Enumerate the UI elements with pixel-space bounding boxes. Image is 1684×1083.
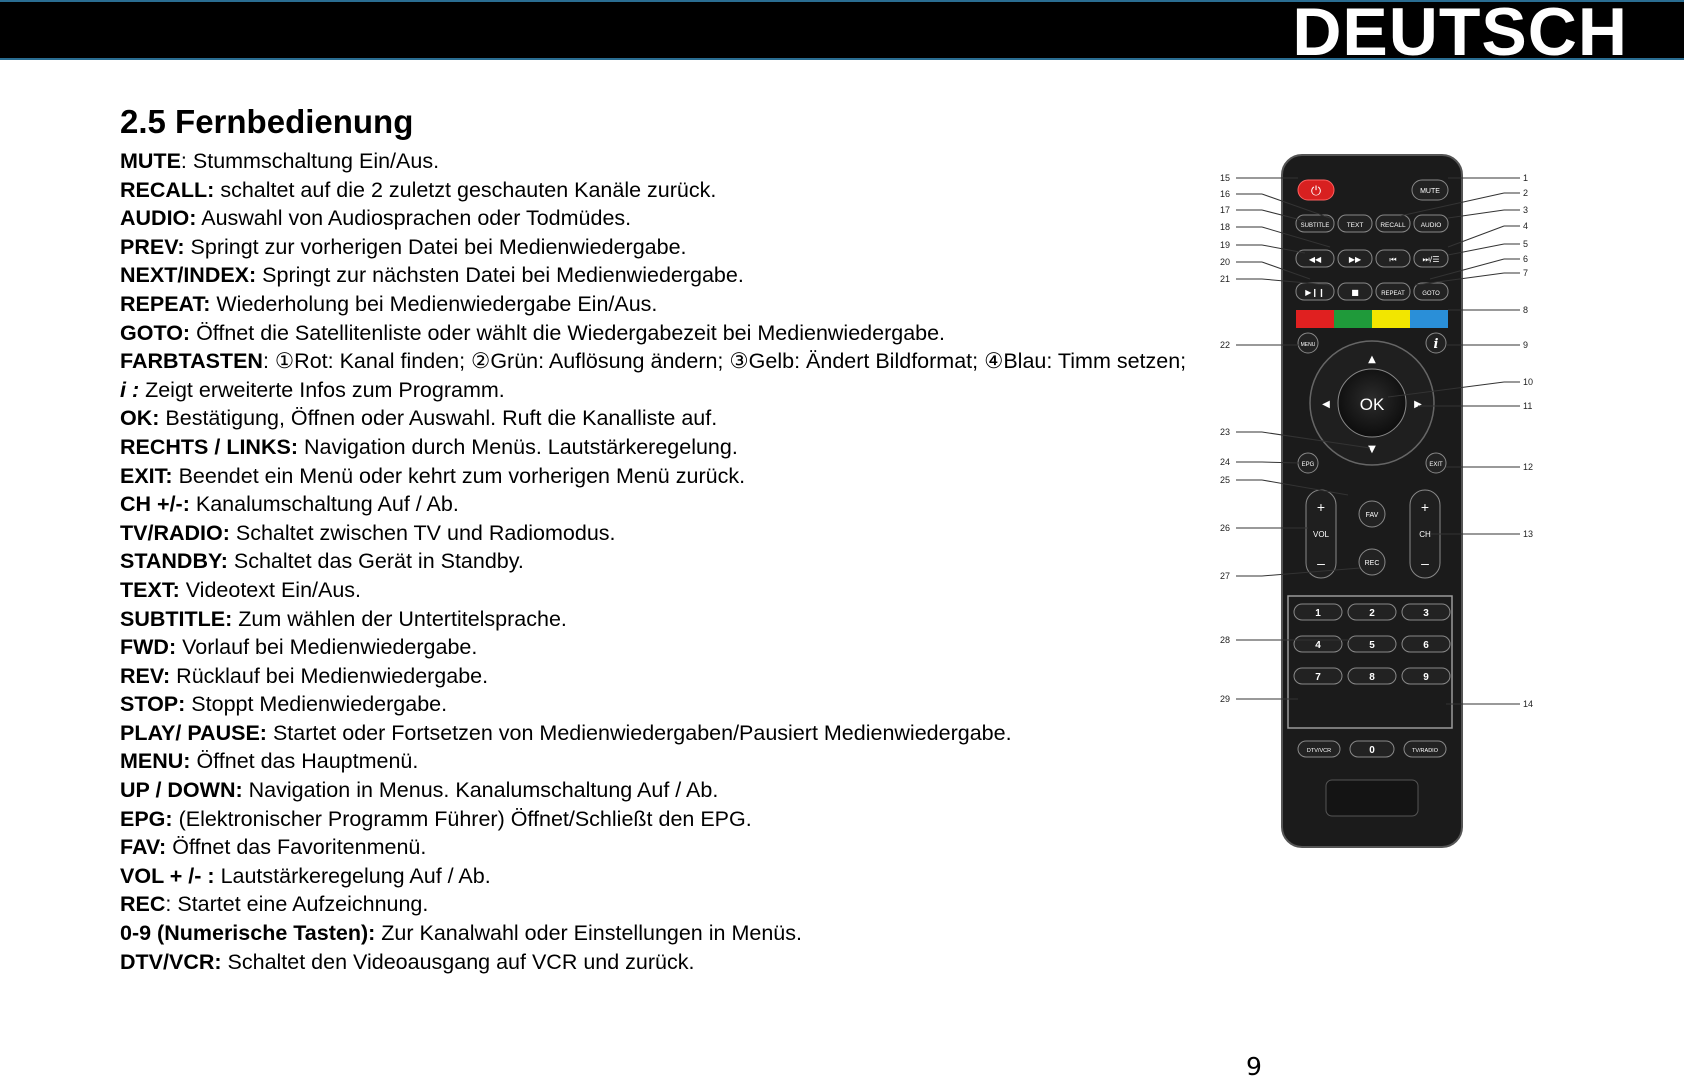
next-index-icon: ⏭/☰: [1422, 255, 1440, 264]
number-3-label: 3: [1423, 608, 1429, 619]
description-text: schaltet auf die 2 zuletzt geschauten Kanäle zurück.: [220, 177, 717, 202]
color-key-red[interactable]: [1296, 310, 1334, 328]
callout-number: 18: [1220, 222, 1231, 232]
description-text: Schaltet den Videoausgang auf VCR und zurück.: [227, 949, 695, 974]
description-item: [120, 261, 1212, 290]
description-text: (Elektronischer Programm Führer) Öffnet/Schließt den EPG.: [178, 806, 752, 831]
description-item: [120, 376, 1212, 405]
description-text: Kanalumschaltung Auf / Ab.: [195, 492, 459, 517]
description-separator: :: [262, 349, 275, 374]
description-text: Springt zur vorherigen Datei bei Medienwiedergabe.: [190, 234, 687, 259]
stop-icon: ■: [1351, 288, 1359, 297]
description-item: [120, 776, 1212, 805]
description-text: Navigation in Menus. Kanalumschaltung Auf / Ab.: [248, 778, 719, 803]
fav-label: FAV: [1365, 512, 1379, 519]
description-term: PLAY/ PAUSE:: [120, 720, 267, 745]
callout-number: 9: [1523, 340, 1529, 350]
color-key-blue[interactable]: [1410, 310, 1448, 328]
right-arrow-icon: ▶: [1414, 399, 1422, 410]
recall-label: RECALL: [1380, 222, 1406, 229]
left-arrow-icon: ◀: [1322, 399, 1330, 410]
callout-number: 17: [1220, 205, 1231, 215]
menu-label: MENU: [1300, 342, 1316, 348]
number-7-label: 7: [1315, 672, 1321, 683]
description-separator: :: [180, 149, 193, 173]
callout-number: 24: [1220, 457, 1231, 467]
exit-label: EXIT: [1429, 462, 1443, 468]
down-arrow-icon: ▼: [1368, 444, 1376, 455]
color-key-green[interactable]: [1334, 310, 1372, 328]
description-term: REPEAT:: [120, 291, 211, 316]
numeric-keypad: [1294, 604, 1450, 684]
epg-label: EPG: [1301, 462, 1315, 468]
number-2-label: 2: [1369, 608, 1375, 619]
callout-number: 20: [1220, 257, 1231, 267]
ch-plus-label: +: [1420, 499, 1430, 515]
callout-number: 21: [1220, 274, 1231, 284]
description-term: 0-9 (Numerische Tasten):: [120, 921, 376, 946]
callout-number: 19: [1220, 240, 1231, 250]
number-8-label: 8: [1369, 672, 1375, 683]
callout-number: 16: [1220, 189, 1231, 199]
dtv-vcr-label: DTV/VCR: [1306, 748, 1332, 754]
description-item: [120, 404, 1212, 433]
description-text: Beendet ein Menü oder kehrt zum vorherigen Menü zurück.: [178, 463, 746, 488]
ok-label: OK: [1359, 395, 1385, 414]
description-text: Stoppt Medienwiedergabe.: [191, 692, 448, 717]
description-item: [120, 204, 1212, 233]
callout-number: 28: [1220, 635, 1231, 645]
callout-number: 1: [1523, 173, 1529, 183]
description-term: FWD:: [120, 635, 177, 660]
callout-number: 11: [1523, 401, 1533, 411]
description-term: FAV:: [120, 835, 167, 860]
callout-number: 3: [1523, 205, 1529, 215]
description-item: [120, 833, 1212, 862]
number-6-label: 6: [1423, 640, 1429, 651]
description-term: OK:: [120, 406, 160, 431]
callout-number: 10: [1523, 377, 1534, 387]
description-text: Videotext Ein/Aus.: [185, 577, 362, 602]
description-separator: :: [165, 892, 178, 917]
audio-label: AUDIO: [1420, 222, 1442, 229]
description-item: [120, 547, 1212, 576]
description-item: [120, 605, 1212, 634]
description-text: Öffnet die Satellitenliste oder wählt die Wiedergabezeit bei Medienwiedergabe.: [196, 320, 946, 345]
callout-number: 7: [1523, 268, 1529, 278]
callout-number: 8: [1523, 305, 1529, 315]
callout-number: 25: [1220, 475, 1231, 485]
description-text: Navigation durch Menüs. Lautstärkeregelung.: [303, 434, 738, 459]
description-term: EXIT:: [120, 463, 173, 488]
description-text: Rücklauf bei Medienwiedergabe.: [176, 663, 489, 688]
description-term: GOTO:: [120, 320, 191, 345]
description-item: [120, 576, 1212, 605]
description-text: Zeigt erweiterte Infos zum Programm.: [145, 377, 505, 402]
description-item: [120, 862, 1212, 891]
description-term: REV:: [120, 663, 171, 688]
description-term: AUDIO:: [120, 206, 197, 231]
description-term: SUBTITLE:: [120, 606, 233, 631]
description-term: STOP:: [120, 692, 186, 717]
description-item: [120, 890, 1212, 919]
callout-number: 15: [1220, 173, 1231, 183]
number-4-label: 4: [1315, 640, 1321, 651]
callout-number: 4: [1523, 221, 1529, 231]
description-item: [120, 519, 1212, 548]
description-term: PREV:: [120, 234, 185, 259]
description-term: CH +/-:: [120, 492, 190, 517]
description-term: UP / DOWN:: [120, 778, 243, 803]
description-item: [120, 319, 1212, 348]
vol-plus-label: +: [1316, 499, 1326, 515]
description-text: Zum wählen der Untertitelsprache.: [238, 606, 567, 631]
description-term: REC: [120, 892, 166, 917]
description-text: Startet eine Aufzeichnung.: [177, 892, 429, 917]
description-text: Bestätigung, Öffnen oder Auswahl. Ruft die Kanalliste auf.: [165, 406, 718, 431]
callout-number: 29: [1220, 694, 1231, 704]
description-text: Schaltet zwischen TV und Radiomodus.: [235, 520, 616, 545]
color-key-yellow[interactable]: [1372, 310, 1410, 328]
number-1-label: 1: [1315, 608, 1321, 619]
description-text: Lautstärkeregelung Auf / Ab.: [220, 863, 491, 888]
play-pause-icon: ▶❙❙: [1305, 288, 1325, 297]
description-term: RECHTS / LINKS:: [120, 434, 298, 459]
description-term: i :: [120, 377, 140, 402]
description-item: [120, 433, 1212, 462]
description-text: Öffnet das Hauptmenü.: [196, 749, 419, 774]
page-header-bar: [0, 0, 1684, 70]
callout-number: 22: [1220, 340, 1231, 350]
description-item: [120, 462, 1212, 491]
goto-label: GOTO: [1422, 291, 1440, 297]
text-label: TEXT: [1346, 222, 1364, 229]
up-arrow-icon: ▲: [1368, 354, 1376, 365]
description-item: [120, 662, 1212, 691]
power-icon: ⏻: [1310, 184, 1322, 199]
description-text: Stummschaltung Ein/Aus.: [192, 149, 440, 173]
ir-window: [1326, 780, 1418, 816]
page-number: 9: [1246, 1052, 1262, 1081]
callout-number: 23: [1220, 427, 1231, 437]
description-item: [120, 347, 1212, 376]
color-keys: [1296, 310, 1448, 328]
info-label: i: [1433, 337, 1439, 352]
subtitle-label: SUBTITLE: [1300, 223, 1330, 229]
callout-number: 5: [1523, 239, 1529, 249]
description-term: STANDBY:: [120, 549, 228, 574]
mute-label: MUTE: [1420, 188, 1440, 195]
description-item: [120, 948, 1212, 977]
description-text: Auswahl von Audiosprachen oder Todmüdes.: [201, 206, 632, 231]
callout-number: 27: [1220, 571, 1231, 581]
description-term: DTV/VCR:: [120, 949, 222, 974]
remote-control-figure: [1220, 150, 1540, 855]
description-term: MUTE: [120, 149, 181, 173]
description-text: Schaltet das Gerät in Standby.: [233, 549, 524, 574]
description-text: Wiederholung bei Medienwiedergabe Ein/Aus.: [216, 291, 658, 316]
description-term: VOL + /- :: [120, 863, 215, 888]
ch-minus-label: –: [1421, 555, 1429, 571]
description-term: EPG:: [120, 806, 173, 831]
fwd-icon: ▶▶: [1348, 255, 1362, 264]
callout-number: 13: [1523, 529, 1534, 539]
number-0-label: 0: [1369, 745, 1375, 756]
language-heading: DEUTSCH: [1292, 0, 1628, 70]
rec-label: REC: [1364, 560, 1380, 567]
description-text: Springt zur nächsten Datei bei Medienwiedergabe.: [262, 263, 744, 288]
tv-radio-label: TV/RADIO: [1412, 748, 1438, 754]
description-term: TV/RADIO:: [120, 520, 230, 545]
description-item: [120, 719, 1212, 748]
description-text: Öffnet das Favoritenmenü.: [172, 835, 427, 860]
description-term: NEXT/INDEX:: [120, 263, 257, 288]
callout-number: 14: [1523, 699, 1534, 709]
description-item: [120, 176, 1212, 205]
description-item: [120, 233, 1212, 262]
rev-icon: ◀◀: [1308, 255, 1322, 264]
prev-icon: ⏮: [1389, 255, 1397, 264]
description-text: ①Rot: Kanal finden; ②Grün: Auflösung ändern; ③Gelb: Ändert Bildformat; ④Blau: Timm setzen;: [274, 349, 1187, 374]
description-text: Vorlauf bei Medienwiedergabe.: [182, 635, 478, 660]
description-term: FARBTASTEN: [120, 349, 263, 374]
description-text: Startet oder Fortsetzen von Medienwiedergaben/Pausiert Medienwiedergabe.: [272, 720, 1012, 745]
callout-number: 12: [1523, 462, 1534, 472]
callout-number: 2: [1523, 188, 1529, 198]
callout-number: 26: [1220, 523, 1231, 533]
vol-label: VOL: [1312, 530, 1330, 539]
vol-minus-label: –: [1317, 555, 1325, 571]
description-item: [120, 919, 1212, 948]
description-item: [120, 633, 1212, 662]
description-term: RECALL:: [120, 177, 215, 202]
number-5-label: 5: [1369, 640, 1375, 651]
description-text: Zur Kanalwahl oder Einstellungen in Menüs.: [381, 921, 802, 946]
callout-number: 6: [1523, 254, 1529, 264]
repeat-label: REPEAT: [1381, 291, 1405, 297]
description-item: [120, 690, 1212, 719]
number-9-label: 9: [1423, 672, 1429, 683]
description-item: [120, 490, 1212, 519]
description-item: [120, 290, 1212, 319]
description-term: MENU:: [120, 749, 191, 774]
description-item: [120, 147, 1212, 176]
description-item: [120, 747, 1212, 776]
section-title: 2.5 Fernbedienung: [120, 103, 414, 140]
description-item: [120, 805, 1212, 834]
button-description-list: [120, 147, 1212, 976]
ch-label: CH: [1419, 530, 1431, 539]
description-term: TEXT:: [120, 577, 180, 602]
